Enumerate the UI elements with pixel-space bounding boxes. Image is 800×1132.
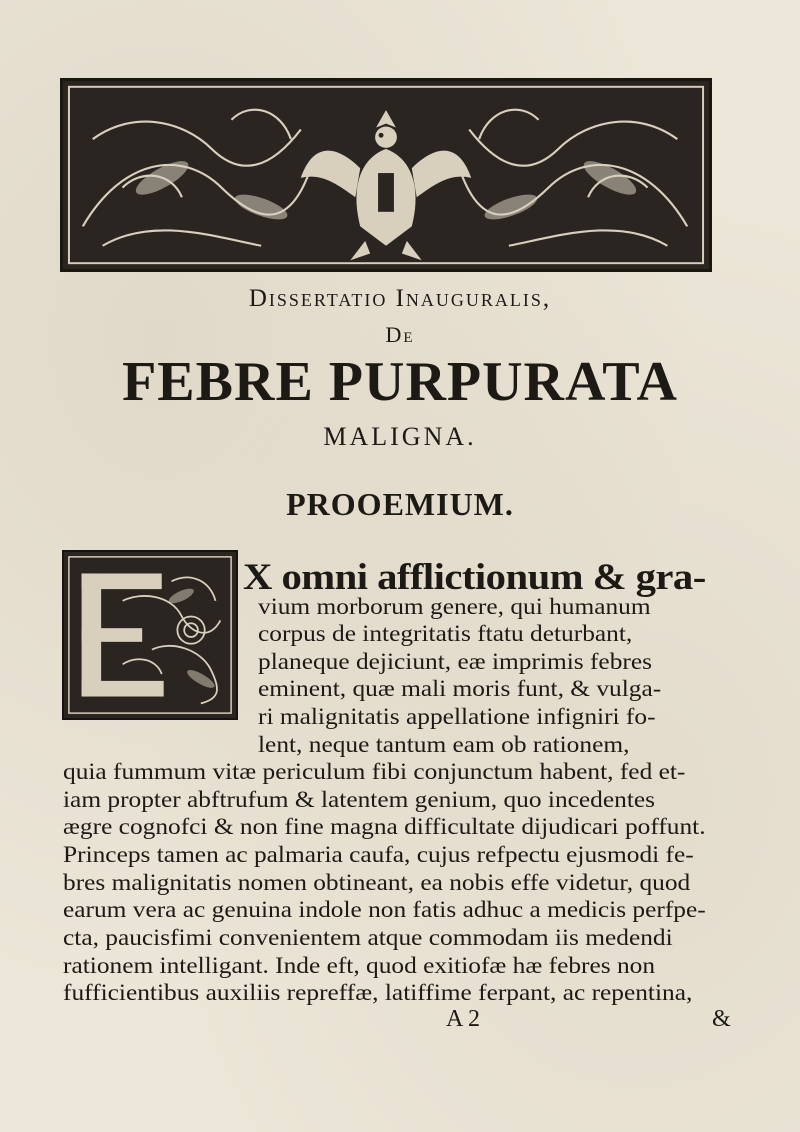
headpiece-engraving <box>63 81 709 269</box>
body-line: Princeps tamen ac palmaria caufa, cujus refpectu ejusmodi fe- <box>63 842 694 868</box>
body-line: ægre cognofci & non fine magna difficultate dijudicari poffunt. <box>63 814 706 840</box>
body-line: lent, neque tantum eam ob rationem, <box>258 732 630 758</box>
dissertation-heading: Dissertatio Inauguralis, <box>248 285 552 312</box>
initial-engraving <box>64 552 236 718</box>
body-line: planeque dejiciunt, eæ imprimis febres <box>258 649 652 675</box>
page-subtitle: MALIGNA. <box>323 422 477 451</box>
de-heading: De <box>385 322 415 347</box>
catchword: & <box>712 1006 731 1032</box>
eagle-headpiece-ornament <box>60 78 712 272</box>
body-line: iam propter abftrufum & latentem genium, quo incedentes <box>63 787 656 813</box>
page-title: FEBRE PURPURATA <box>122 351 678 413</box>
first-body-line: X omni afflictionum & gra- <box>243 557 706 598</box>
body-line: bres malignitatis nomen obtineant, ea nobis effe videtur, quod <box>63 870 691 896</box>
body-line: fufficientibus auxiliis repreffæ, latiffime ferpant, ac repentina, <box>63 980 693 1006</box>
body-line: eminent, quæ mali moris funt, & vulga- <box>258 676 662 702</box>
body-line: earum vera ac genuina indole non fatis adhuc a medicis perfpe- <box>63 897 706 923</box>
decorated-initial-e <box>62 550 238 720</box>
body-line: rationem intelligant. Inde eft, quod exitiofæ hæ febres non <box>63 953 656 979</box>
body-line: ri malignitatis appellatione infigniri fo- <box>258 704 656 730</box>
body-line: cta, paucisfimi convenientem atque commodam iis medendi <box>63 925 673 951</box>
section-heading: PROOEMIUM. <box>286 486 514 522</box>
body-line: vium morborum genere, qui humanum <box>258 594 651 620</box>
body-line: quia fummum vitæ periculum fibi conjunctum habent, fed et- <box>63 759 686 785</box>
signature-mark: A 2 <box>446 1006 481 1032</box>
body-line: corpus de integritatis ftatu deturbant, <box>258 621 633 647</box>
